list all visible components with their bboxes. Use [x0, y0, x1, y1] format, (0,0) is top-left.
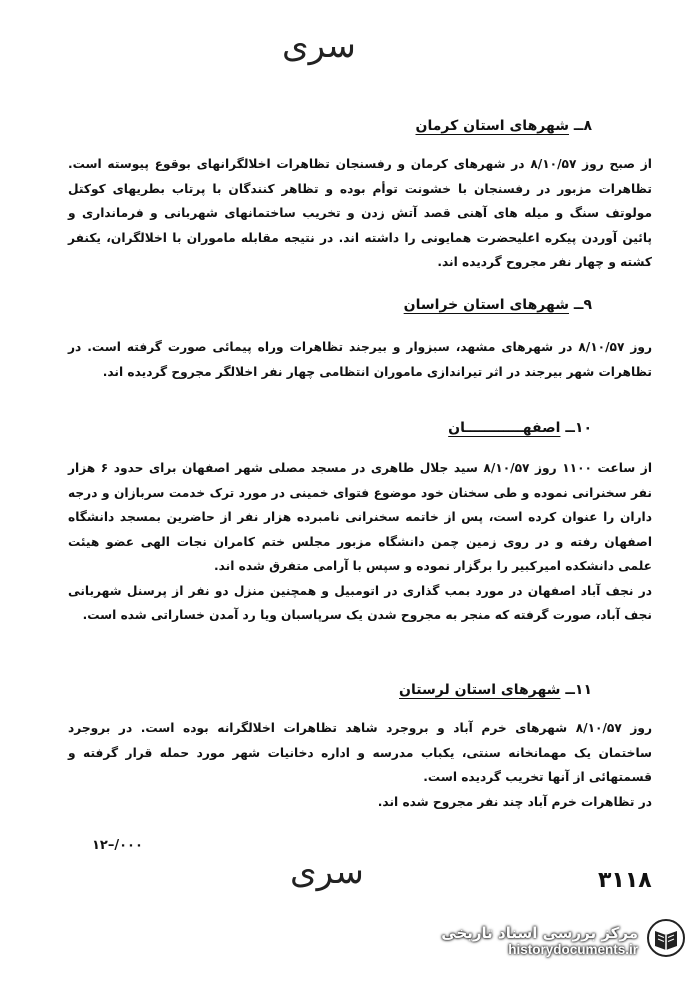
paragraph: از صبح روز ۸/۱۰/۵۷ در شهرهای کرمان و رفسنجان تظاهرات اخلالگرانهای بوقوع پیوسته است. تظاهرات مزبور در رفسنجان با خشونت توأم بوده و تظاهر کنندگان با پرتاب بطریهای کوکتل مولوتف سنگ و میله های آهنی قصد آتش زدن و تخریب ساختمانهای شهربانی و فرمانداری و پائین آوردن پیکره اعلیحضرت همایونی را داشته اند. در نتیجه مقابله ماموران با اخلالگران، یکنفر کشته و چهار نفر مجروح گردیده اند. [68, 157, 652, 269]
reference-number: ۱۲–/۰۰۰ [92, 838, 143, 853]
section-heading-10 [448, 420, 592, 436]
paragraph: روز ۸/۱۰/۵۷ در شهرهای مشهد، سبزوار و بیرجند تظاهرات وراه پیمائی صورت گرفته است. در تظاهرات شهر بیرجند در اثر تیراندازی ماموران انتظامی چهار نفر اخلالگر مجروح گردیده اند. [68, 340, 653, 379]
page-number: ۳۱۱۸ [598, 868, 652, 893]
section-heading-9 [404, 297, 592, 313]
paragraph: در نجف آباد اصفهان در مورد بمب گذاری در اتومبیل و همچنین منزل دو نفر از پرسنل شهربانی نجف آباد، صورت گرفته که منجر به مجروح شدن یک سرپاسبان ویا رد آمدن خساراتی شده است. [68, 583, 652, 622]
watermark-org-name: مرکز بررسی اسناد تاریخی [441, 923, 638, 942]
section-title: شهرهای استان لرستان [399, 682, 561, 698]
section-body-8 [68, 152, 652, 275]
section-body-11 [68, 716, 652, 814]
paragraph: در تظاهرات خرم آباد چند نفر مجروح شده اند. [377, 794, 652, 809]
watermark [441, 918, 686, 962]
section-body-10 [68, 456, 652, 628]
paragraph: روز ۸/۱۰/۵۷ شهرهای خرم آباد و بروجرد شاهد تظاهرات اخلالگرانه بوده است. در بروجرد ساختمان یک مهمانخانه سنتی، یکباب مدرسه و اداره دخانیات شهر مورد حمله قرار گرفته و قسمتهائی از آنها تخریب گردیده است. [68, 721, 652, 784]
watermark-text [441, 924, 638, 957]
section-number: ۹ــ [573, 297, 592, 313]
section-heading-8 [416, 118, 592, 134]
watermark-url: historydocuments.ir [508, 941, 638, 957]
section-body-9 [68, 335, 652, 384]
section-heading-11 [399, 682, 592, 698]
section-title: اصفهــــــــــــان [448, 420, 561, 436]
section-number: ۸ــ [573, 118, 592, 134]
section-title: شهرهای استان کرمان [415, 118, 569, 134]
section-title: شهرهای استان خراسان [403, 297, 569, 313]
classification-stamp-bottom: سری [290, 852, 364, 892]
section-number: ۱۰ــ [565, 420, 592, 436]
section-number: ۱۱ــ [565, 682, 592, 698]
classification-stamp-top: سری [282, 26, 356, 66]
book-emblem-icon [646, 918, 686, 962]
paragraph: از ساعت ۱۱۰۰ روز ۸/۱۰/۵۷ سید جلال طاهری در مسجد مصلی شهر اصفهان برای حدود ۶ هزار نفر سخنرانی نموده و طی سخنان خود موضوع فتوای خمینی در مورد ترک خدمت سربازان و درجه داران را عنوان کرده است، پس از خاتمه سخنرانی نامبرده هزار نفر از حاضرین بمسجد دانشگاه اصفهان رفته و در روی زمین چمن دانشگاه مزبور مجلس ختم کامران نجات الهی عضو هیئت علمی دانشکده امیرکبیر را برگزار نموده و سپس با آرامی متفرق شده اند. [68, 461, 653, 573]
